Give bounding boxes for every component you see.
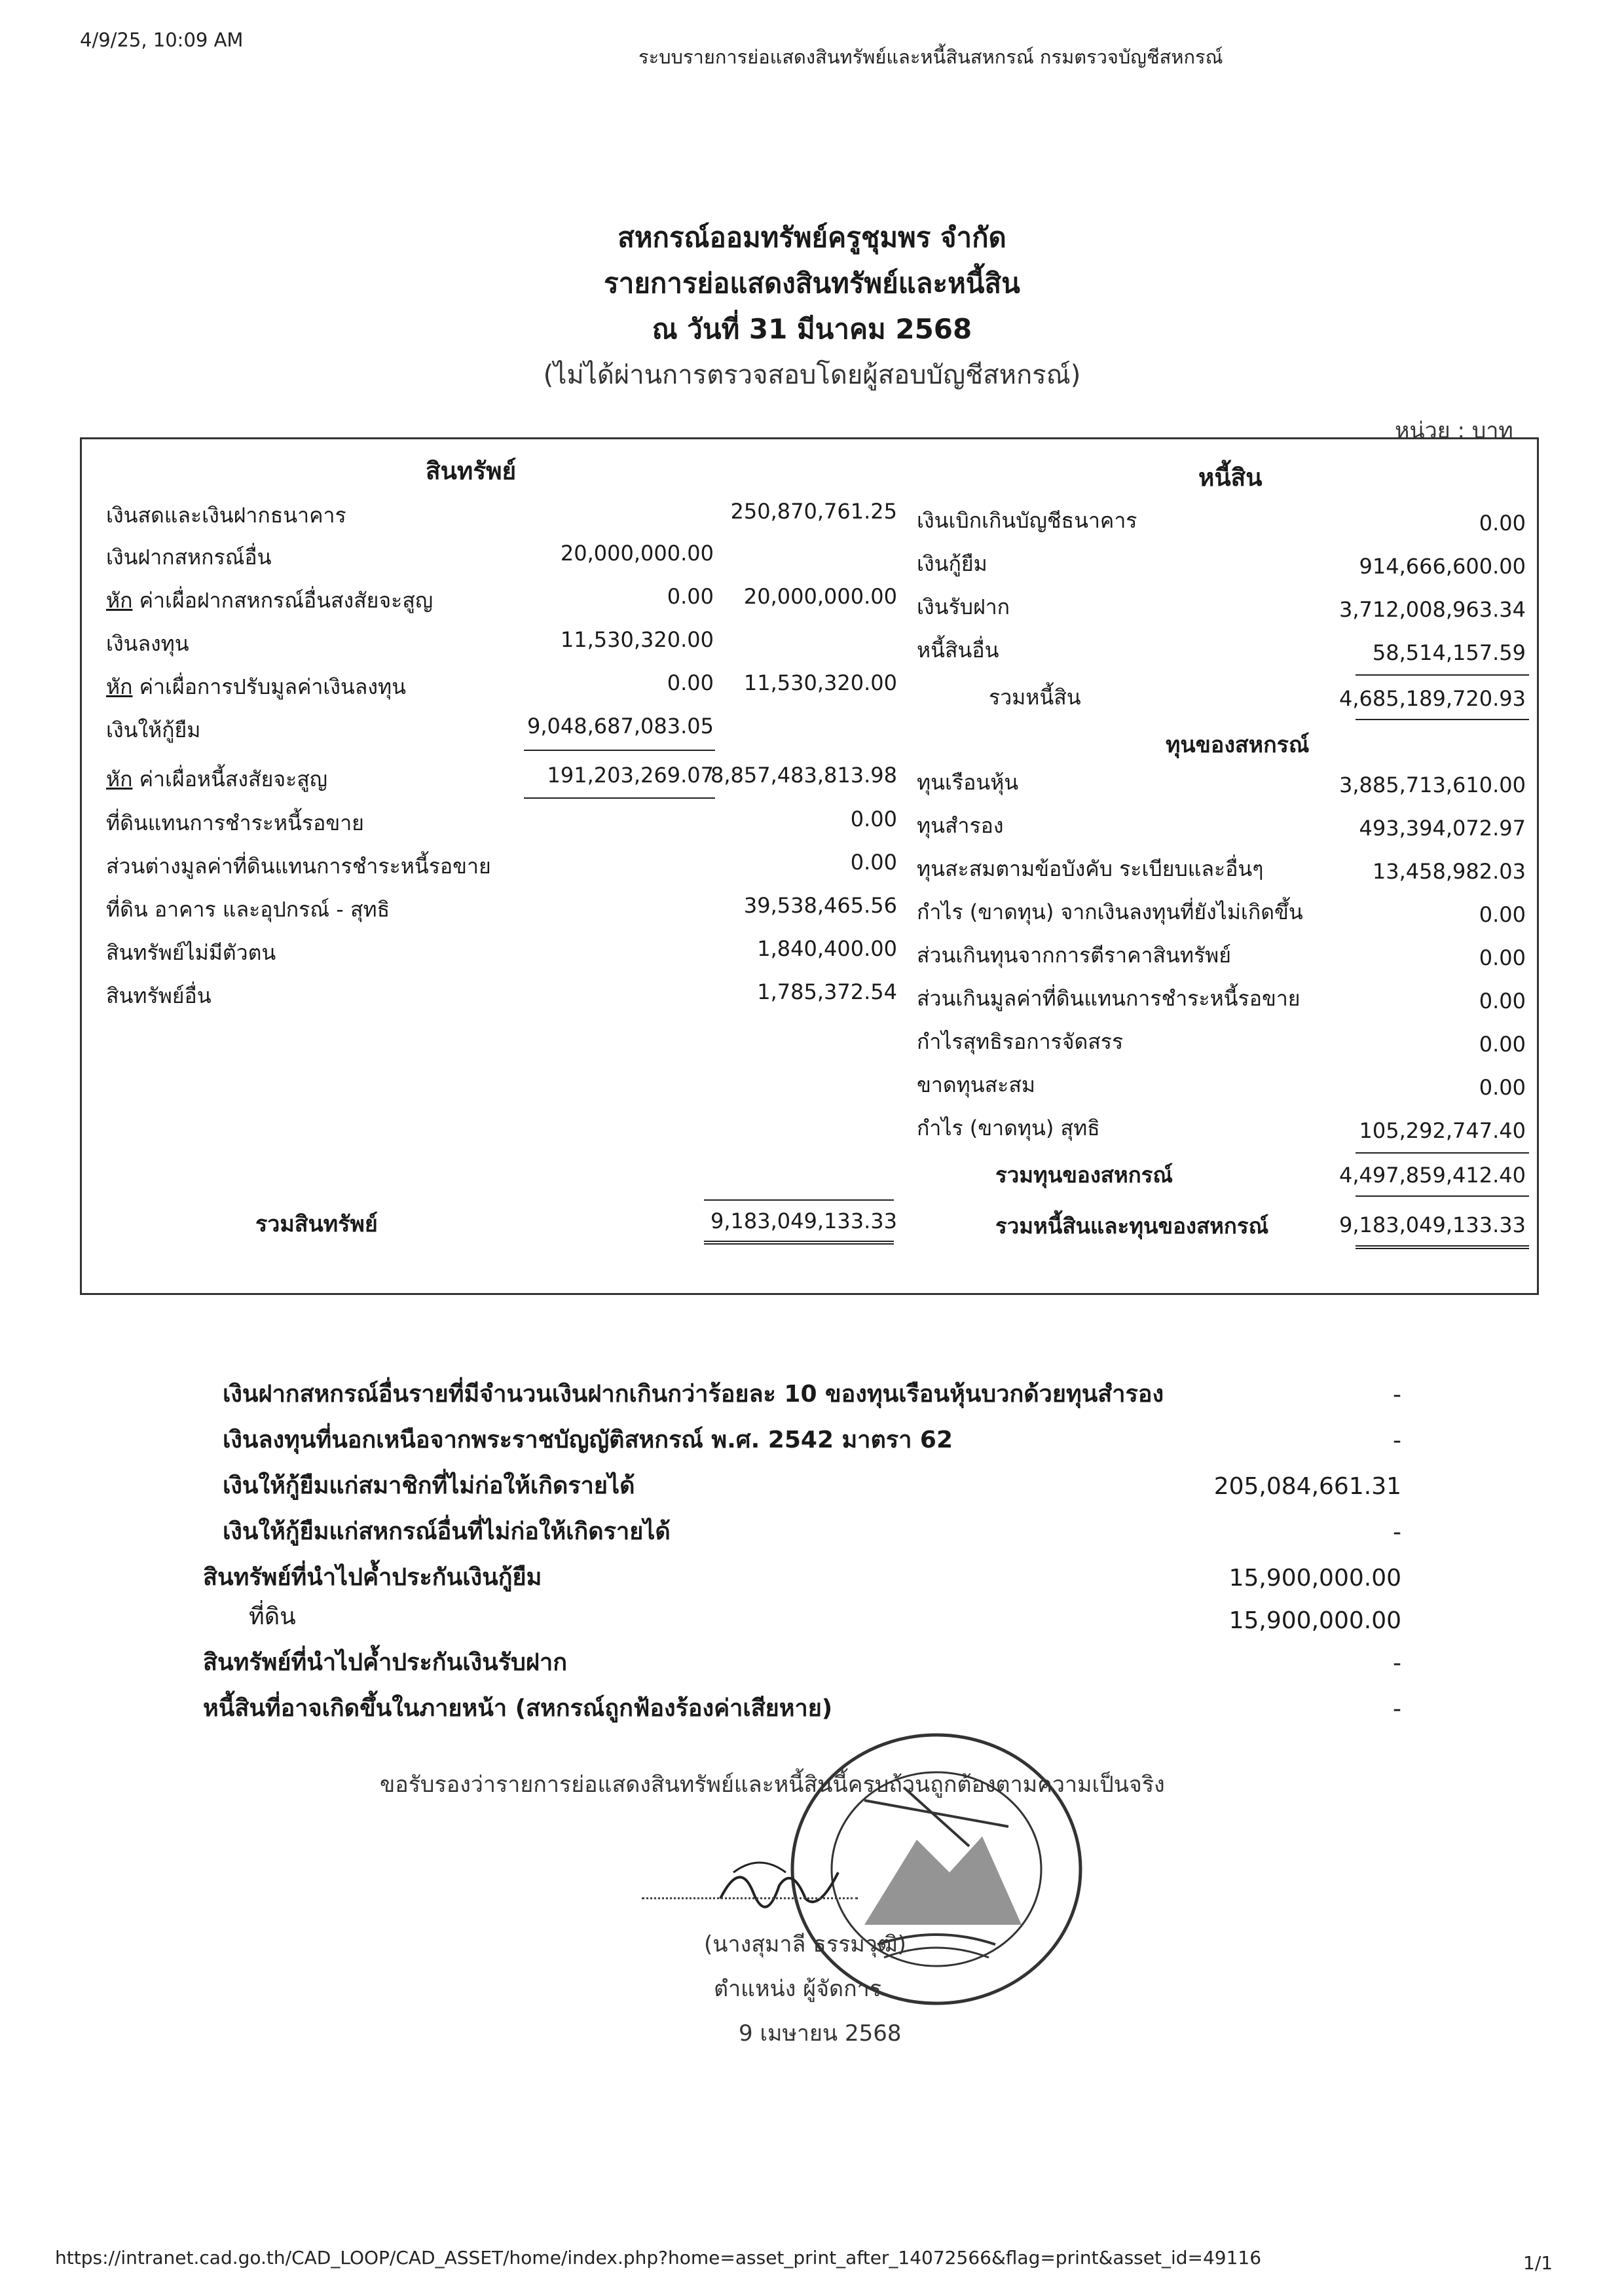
asset-label: เงินลงทุน bbox=[106, 631, 189, 656]
equity-label: ส่วนเกินทุนจากการตีราคาสินทรัพย์ bbox=[917, 943, 1231, 968]
signer-name: (นางสุมาลี ธรรมวุฒิ) bbox=[704, 1931, 906, 1958]
less-prefix: หัก bbox=[106, 588, 133, 613]
note-label: เงินให้กู้ยืมแก่สมาชิกที่ไม่ก่อให้เกิดรายได้ bbox=[223, 1472, 635, 1499]
signature-scribble bbox=[714, 1846, 858, 1925]
asset-amount: 0.00 bbox=[850, 850, 897, 875]
note-label: เงินฝากสหกรณ์อื่นรายที่มีจำนวนเงินฝากเกินกว่าร้อยละ 10 ของทุนเรือนหุ้นบวกด้วยทุนสำรอง bbox=[223, 1381, 1164, 1408]
liabilities-heading: หนี้สิน bbox=[1198, 464, 1263, 492]
note-value: - bbox=[1393, 1696, 1401, 1722]
note-label: สินทรัพย์ที่นำไปค้ำประกันเงินกู้ยืม bbox=[203, 1564, 542, 1591]
equity-label: ส่วนเกินมูลค่าที่ดินแทนการชำระหนี้รอขาย bbox=[917, 986, 1301, 1011]
note-value: - bbox=[1393, 1519, 1401, 1546]
less-prefix: หัก bbox=[106, 767, 133, 792]
asset-label: ที่ดิน อาคาร และอุปกรณ์ - สุทธิ bbox=[106, 897, 390, 922]
liabilities-total-label: รวมหนี้สิน bbox=[989, 685, 1081, 710]
asset-sub-amount: 20,000,000.00 bbox=[560, 541, 714, 566]
asset-amount: 1,840,400.00 bbox=[757, 936, 897, 961]
asset-sub-amount: 191,203,269.07 bbox=[547, 763, 714, 788]
equity-label: กำไร (ขาดทุน) จากเงินลงทุนที่ยังไม่เกิดขึ้น bbox=[917, 900, 1303, 924]
equity-label: กำไรสุทธิรอการจัดสรร bbox=[917, 1029, 1124, 1054]
note-value: - bbox=[1393, 1650, 1401, 1677]
signature-line bbox=[642, 1897, 858, 1899]
assets-total: 9,183,049,133.33 bbox=[710, 1209, 897, 1233]
org-name: สหกรณ์ออมทรัพย์ครูชุมพร จำกัด bbox=[618, 221, 1006, 253]
equity-label: ทุนสำรอง bbox=[917, 813, 1004, 838]
note-label: สินทรัพย์ที่นำไปค้ำประกันเงินรับฝาก bbox=[203, 1649, 567, 1676]
note-value: 15,900,000.00 bbox=[1228, 1565, 1401, 1592]
liability-amount: 914,666,600.00 bbox=[1359, 554, 1526, 579]
equity-amount: 0.00 bbox=[1479, 1032, 1526, 1057]
liability-amount: 58,514,157.59 bbox=[1372, 640, 1526, 665]
asset-label: ที่ดินแทนการชำระหนี้รอขาย bbox=[106, 811, 364, 835]
equity-label: ทุนเรือนหุ้น bbox=[917, 770, 1019, 795]
liabilities-total: 4,685,189,720.93 bbox=[1339, 686, 1526, 711]
asset-label: เงินฝากสหกรณ์อื่น bbox=[106, 545, 272, 570]
asset-amount: 250,870,761.25 bbox=[730, 499, 897, 524]
asset-amount: 20,000,000.00 bbox=[743, 584, 897, 609]
equity-label: กำไร (ขาดทุน) สุทธิ bbox=[917, 1116, 1100, 1140]
unit-label: หน่วย : บาท bbox=[1395, 418, 1513, 444]
asset-sub-amount: 11,530,320.00 bbox=[560, 627, 714, 652]
certification-statement: ขอรับรองว่ารายการย่อแสดงสินทรัพย์และหนี้สินนี้ครบถ้วนถูกต้องตามความเป็นจริง bbox=[380, 1772, 1165, 1798]
liability-label: เงินกู้ยืม bbox=[917, 551, 987, 576]
equity-amount: 493,394,072.97 bbox=[1359, 816, 1526, 841]
asset-amount: 1,785,372.54 bbox=[757, 979, 897, 1004]
signer-position: ตำแหน่ง ผู้จัดการ bbox=[714, 1976, 882, 2002]
equity-amount: 0.00 bbox=[1479, 1075, 1526, 1100]
assets-total-label: รวมสินทรัพย์ bbox=[255, 1211, 378, 1237]
liability-amount: 3,712,008,963.34 bbox=[1339, 597, 1526, 622]
equity-amount: 105,292,747.40 bbox=[1359, 1118, 1526, 1143]
asset-label: เงินสดและเงินฝากธนาคาร bbox=[106, 503, 346, 528]
report-title: รายการย่อแสดงสินทรัพย์และหนี้สิน bbox=[604, 267, 1020, 299]
note-label: เงินให้กู้ยืมแก่สหกรณ์อื่นที่ไม่ก่อให้เกิดรายได้ bbox=[223, 1518, 671, 1545]
asset-label: หัก ค่าเผื่อหนี้สงสัยจะสูญ bbox=[106, 767, 328, 792]
grand-total: 9,183,049,133.33 bbox=[1339, 1212, 1526, 1237]
note-value: - bbox=[1393, 1427, 1401, 1454]
equity-amount: 0.00 bbox=[1479, 989, 1526, 1013]
note-label: ที่ดิน bbox=[249, 1603, 296, 1630]
asset-amount: 11,530,320.00 bbox=[743, 670, 897, 695]
audit-note: (ไม่ได้ผ่านการตรวจสอบโดยผู้สอบบัญชีสหกรณ์) bbox=[543, 360, 1081, 390]
page-number: 1/1 bbox=[1523, 2252, 1553, 2274]
grand-total-label: รวมหนี้สินและทุนของสหกรณ์ bbox=[995, 1213, 1269, 1239]
equity-label: ทุนสะสมตามข้อบังคับ ระเบียบและอื่นๆ bbox=[917, 856, 1264, 881]
equity-heading: ทุนของสหกรณ์ bbox=[1166, 732, 1310, 758]
asset-label: เงินให้กู้ยืม bbox=[106, 718, 201, 742]
signing-date: 9 เมษายน 2568 bbox=[739, 2020, 902, 2047]
equity-label: ขาดทุนสะสม bbox=[917, 1072, 1035, 1097]
less-prefix: หัก bbox=[106, 674, 133, 699]
equity-amount: 0.00 bbox=[1479, 902, 1526, 927]
note-value: 205,084,661.31 bbox=[1213, 1473, 1401, 1500]
print-datetime: 4/9/25, 10:09 AM bbox=[80, 29, 244, 51]
asset-label: สินทรัพย์ไม่มีตัวตน bbox=[106, 940, 276, 965]
liability-amount: 0.00 bbox=[1479, 511, 1526, 536]
report-date: ณ วันที่ 31 มีนาคม 2568 bbox=[652, 313, 972, 345]
system-title: ระบบรายการย่อแสดงสินทรัพย์และหนี้สินสหกรณ์ กรมตรวจบัญชีสหกรณ์ bbox=[638, 46, 1223, 68]
asset-sub-amount: 9,048,687,083.05 bbox=[527, 714, 714, 738]
footer-url: https://intranet.cad.go.th/CAD_LOOP/CAD_ASSET/home/index.php?home=asset_print_after_14072566&flag=print&asset_id=49116 bbox=[55, 2247, 1262, 2269]
liability-label: หนี้สินอื่น bbox=[917, 638, 999, 663]
equity-amount: 3,885,713,610.00 bbox=[1339, 773, 1526, 797]
asset-label: สินทรัพย์อื่น bbox=[106, 983, 212, 1008]
note-value: 15,900,000.00 bbox=[1228, 1607, 1401, 1634]
asset-label: หัก ค่าเผื่อการปรับมูลค่าเงินลงทุน bbox=[106, 674, 406, 699]
equity-amount: 0.00 bbox=[1479, 945, 1526, 970]
equity-total-label: รวมทุนของสหกรณ์ bbox=[995, 1162, 1173, 1188]
asset-amount: 0.00 bbox=[850, 807, 897, 831]
assets-heading: สินทรัพย์ bbox=[426, 457, 517, 485]
asset-sub-amount: 0.00 bbox=[667, 670, 714, 695]
liability-label: เงินเบิกเกินบัญชีธนาคาร bbox=[917, 508, 1137, 533]
liability-label: เงินรับฝาก bbox=[917, 594, 1010, 619]
asset-label: ส่วนต่างมูลค่าที่ดินแทนการชำระหนี้รอขาย bbox=[106, 854, 491, 879]
asset-label: หัก ค่าเผื่อฝากสหกรณ์อื่นสงสัยจะสูญ bbox=[106, 588, 434, 613]
asset-sub-amount: 0.00 bbox=[667, 584, 714, 609]
note-label: เงินลงทุนที่นอกเหนือจากพระราชบัญญัติสหกรณ์ พ.ศ. 2542 มาตรา 62 bbox=[223, 1427, 953, 1453]
note-label: หนี้สินที่อาจเกิดขึ้นในภายหน้า (สหกรณ์ถูกฟ้องร้องค่าเสียหาย) bbox=[203, 1695, 833, 1722]
equity-total: 4,497,859,412.40 bbox=[1339, 1163, 1526, 1188]
equity-amount: 13,458,982.03 bbox=[1372, 859, 1526, 884]
note-value: - bbox=[1393, 1381, 1401, 1408]
asset-amount: 8,857,483,813.98 bbox=[710, 763, 897, 788]
asset-amount: 39,538,465.56 bbox=[743, 893, 897, 918]
